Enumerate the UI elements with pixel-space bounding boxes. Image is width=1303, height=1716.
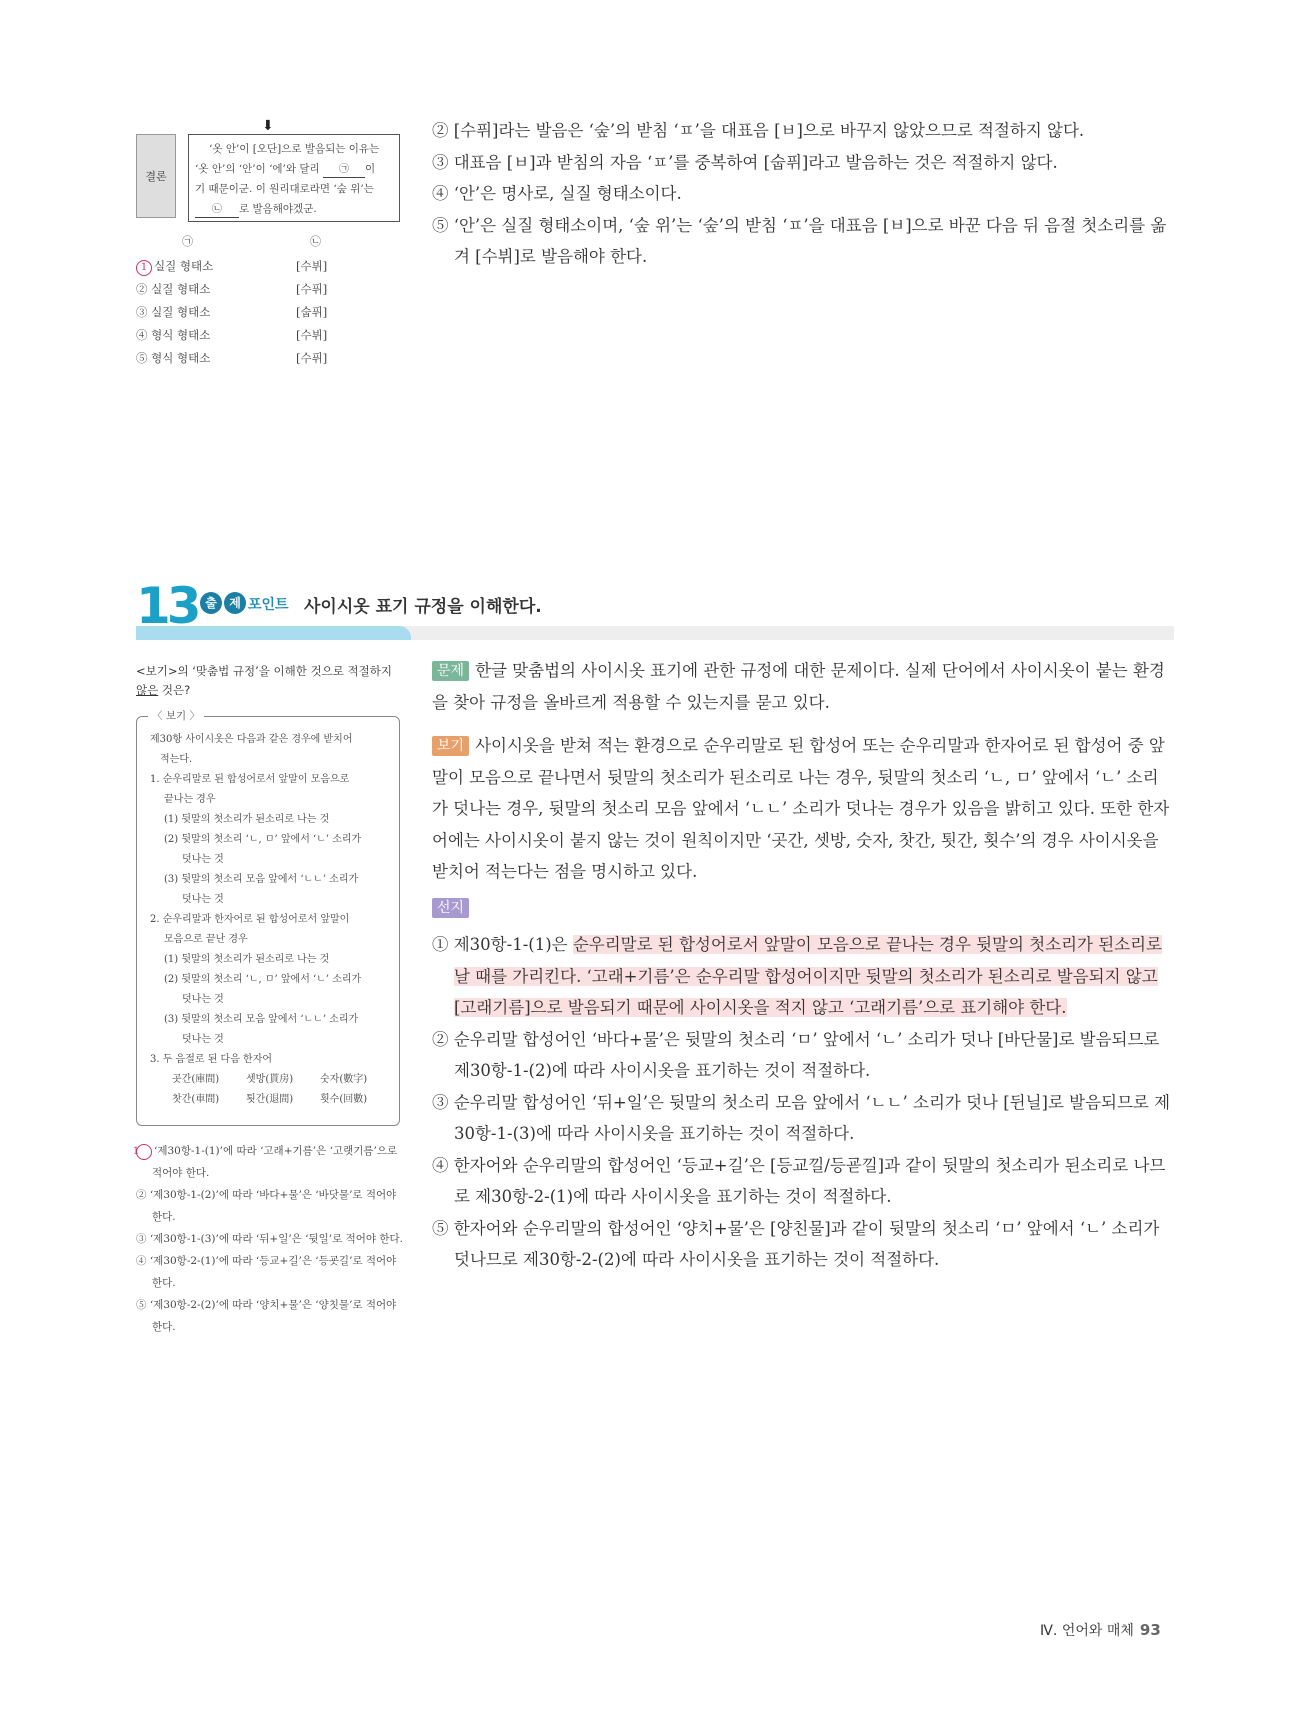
choice-value: [수퓌]	[296, 282, 328, 296]
page-number: 93	[1139, 1621, 1161, 1639]
bogi-body	[150, 730, 394, 1110]
choice-row[interactable]: ④ 형식 형태소	[136, 328, 211, 342]
highlight: 순우리말로 된 합성어로서 앞말이 모음으로 끝나는 경우 뒷말의 첫소리가 된소리로 날 때를 가리킨다. ‘고래+기름’은 순우리말 합성어이지만 뒷말의 첫소리가 된소리로 발음되지 않고 [고래기름]으로 발음되기 때문에 사이시옷을 적지 않고 ‘고래기름’으로 표기해야 한다.	[454, 935, 1162, 1017]
choice-value: [수뷔]	[296, 328, 328, 342]
explanation-item: ③ 대표음 [ㅂ]과 받침의 자음 ‘ㅍ’를 중복하여 [숩퓌]라고 발음하는 것은 적절하지 않다.	[432, 152, 1058, 172]
choice-head-b: ㉡	[310, 235, 321, 248]
bogi-section: 보기 사이시옷을 받쳐 적는 환경으로 순우리말로 된 합성어 또는 순우리말과 한자어로 된 합성어 중 앞말이 모음으로 끝나면서 뒷말의 첫소리가 된소리로 나는 경우, 뒷말의 첫소리 ‘ㄴ, ㅁ’ 앞에서 ‘ㄴ’ 소리가 덧나는 경우, 뒷말의 첫소리 모음 앞에서 ‘ㄴㄴ’ 소리가 덧나는 경우가 있음을 밝히고 있다. 또한 한자어에는 사이시옷이 붙지 않는 것이 원칙이지만 ‘곳간, 셋방, 숫자, 찻간, 툇간, 횟수’의 경우 사이시옷을 받치어 적는다는 점을 명시하고 있다.	[432, 736, 1170, 881]
bogi-line: 덧나는 것	[182, 994, 224, 1005]
conclusion-box	[188, 134, 400, 222]
bogi-line: 끝나는 경우	[164, 794, 216, 805]
bogi-line: 1. 순우리말로 된 합성어로서 앞말이 모음으로	[150, 774, 350, 785]
footer-section: Ⅳ. 언어와 매체	[1040, 1623, 1134, 1639]
badge-je: 제	[224, 592, 246, 614]
blank-a: ㉠	[323, 163, 365, 178]
bogi-line: (1) 뒷말의 첫소리가 된소리로 나는 것	[164, 814, 330, 825]
hanja-row: 찻간(車間) 툇간(退間) 횟수(回數)	[172, 1094, 368, 1105]
bogi-line: 2. 순우리말과 한자어로 된 합성어로서 앞말이	[150, 914, 350, 925]
seonji-tag: 선지	[432, 898, 469, 918]
question-text: <보기>의 ‘맞춤법 규정’을 이해한 것으로 적절하지 않은 것은?	[136, 664, 392, 697]
section-title: 사이시옷 표기 규정을 이해한다.	[304, 597, 542, 617]
bogi-line: 덧나는 것	[182, 1034, 224, 1045]
seonji-option: ③ 순우리말 합성어인 ‘뒤+일’은 뒷말의 첫소리 모음 앞에서 ‘ㄴㄴ’ 소리가 덧나 [뒨닐]로 발음되므로 제30항-1-(3)에 따라 사이시옷을 표기하는 것이 적절하다.	[432, 1092, 1171, 1143]
answer-option[interactable]: ④ ‘제30항-2-(1)’에 따라 ‘등교+길’은 ‘등굣길’로 적어야 한다.	[136, 1255, 397, 1289]
answer-option[interactable]: ⑤ ‘제30항-2-(2)’에 따라 ‘양치+물’은 ‘양칫물’로 적어야 한다.	[136, 1299, 397, 1333]
seonji-option: ② 순우리말 합성어인 ‘바다+물’은 뒷말의 첫소리 ‘ㅁ’ 앞에서 ‘ㄴ’ 소리가 덧나 [바단물]로 발음되므로 제30항-1-(2)에 따라 사이시옷을 표기하는 것이 적절하다.	[432, 1029, 1160, 1080]
conclusion-line: ㉡ 로 발음해야겠군.	[195, 199, 393, 219]
choice-row[interactable]: ③ 실질 형태소	[136, 305, 211, 319]
seonji-options	[432, 929, 1174, 1276]
explanation-item: ② [수퓌]라는 발음은 ‘숲’의 받침 ‘ㅍ’을 대표음 [ㅂ]으로 바꾸지 않았으므로 적절하지 않다.	[432, 121, 1085, 140]
conclusion-label: 결론	[136, 134, 176, 218]
munje-tag: 문제	[432, 661, 469, 681]
bogi-line: 3. 두 음절로 된 다음 한자어	[150, 1054, 273, 1065]
choice-row[interactable]: ② 실질 형태소	[136, 282, 211, 296]
top-explanations	[432, 115, 1174, 273]
choice-row[interactable]: 1 실질 형태소	[136, 258, 213, 276]
bogi-line: 제30항 사이시옷은 다음과 같은 경우에 받치어	[150, 734, 353, 745]
choice-value: [수퓌]	[296, 351, 328, 365]
choice-value: [수뷔]	[296, 259, 328, 273]
bogi-line: (1) 뒷말의 첫소리가 된소리로 나는 것	[164, 954, 330, 965]
seonji-tag-wrap	[432, 898, 475, 918]
explanation-item: ④ ‘안’은 명사로, 실질 형태소이다.	[432, 184, 682, 203]
explanation-item: ⑤ ‘안’은 실질 형태소이며, ‘숲 위’는 ‘숲’의 받침 ‘ㅍ’을 대표음 [ㅂ]으로 바꾼 다음 뒤 음절 첫소리를 옮겨 [수뷔]로 발음해야 한다.	[432, 215, 1167, 266]
page-footer	[1040, 1620, 1161, 1640]
bogi-line: (3) 뒷말의 첫소리 모음 앞에서 ‘ㄴㄴ’ 소리가	[164, 874, 359, 885]
seonji-option: ⑤ 한자어와 순우리말의 합성어인 ‘양치+물’은 [양친물]과 같이 뒷말의 첫소리 ‘ㅁ’ 앞에서 ‘ㄴ’ 소리가 덧나므로 제30항-2-(2)에 따라 사이시옷을 표기하는 것이 적절하다.	[432, 1218, 1160, 1269]
conclusion-line: ‘옷 안’의 ‘안’이 ‘에’와 달리 ㉠ 이	[195, 159, 393, 179]
answer-mark-icon: 1	[136, 1144, 152, 1160]
seonji-option: ④ 한자어와 순우리말의 합성어인 ‘등교+길’은 [등교낄/등굗낄]과 같이 뒷말의 첫소리가 된소리로 나므로 제30항-2-(1)에 따라 사이시옷을 표기하는 것이 적절하다.	[432, 1155, 1166, 1206]
bogi-line: 모음으로 끝난 경우	[164, 934, 248, 945]
choice-value: [숩퓌]	[296, 305, 328, 319]
choice-head-a: ㉠	[182, 235, 193, 248]
choice-row[interactable]: ⑤ 형식 형태소	[136, 351, 211, 365]
answer-option[interactable]: 1 ‘제30항-1-(1)’에 따라 ‘고래+기름’은 ‘고랫기름’으로 적어야 한다.	[132, 1145, 398, 1179]
down-arrow-icon: ⬇	[262, 118, 274, 134]
hanja-row: 곳간(庫間) 셋방(貰房) 숫자(數字)	[172, 1074, 368, 1085]
conclusion-line: ‘옷 안’이 [오단]으로 발음되는 이유는	[209, 143, 380, 155]
bogi-explain-tag: 보기	[432, 736, 469, 756]
badge-chul: 출	[200, 592, 222, 614]
seonji-option: ① 제30항-1-(1)은 순우리말로 된 합성어로서 앞말이 모음으로 끝나는 경우 뒷말의 첫소리가 된소리로 날 때를 가리킨다. ‘고래+기름’은 순우리말 합성어이지만 뒷말의 첫소리가 된소리로 발음되지 않고 [고래기름]으로 발음되기 때문에 사이시옷을 적지 않고 ‘고래기름’으로 표기해야 한다.	[432, 935, 1162, 1017]
answer-options	[132, 1140, 404, 1338]
point-label: 포인트	[248, 597, 289, 613]
bogi-line: (2) 뒷말의 첫소리 ‘ㄴ, ㅁ’ 앞에서 ‘ㄴ’ 소리가	[164, 834, 362, 845]
bogi-line: 덧나는 것	[182, 894, 224, 905]
bogi-line: (2) 뒷말의 첫소리 ‘ㄴ, ㅁ’ 앞에서 ‘ㄴ’ 소리가	[164, 974, 362, 985]
conclusion-line: 기 때문이군. 이 원리대로라면 ‘숲 위’는	[195, 183, 374, 195]
munje-section: 문제 한글 맞춤법의 사이시옷 표기에 관한 규정에 대한 문제이다. 실제 단어에서 사이시옷이 붙는 환경을 찾아 규정을 올바르게 적용할 수 있는지를 묻고 있다.	[432, 661, 1165, 712]
bogi-line: (3) 뒷말의 첫소리 모음 앞에서 ‘ㄴㄴ’ 소리가	[164, 1014, 359, 1025]
answer-option[interactable]: ② ‘제30항-1-(2)’에 따라 ‘바다+물’은 ‘바닷물’로 적어야 한다.	[136, 1189, 397, 1223]
bogi-line: 덧나는 것	[182, 854, 224, 865]
answer-mark-icon: 1	[136, 260, 152, 276]
blank-b: ㉡	[195, 203, 239, 218]
bogi-line: 적는다.	[160, 754, 193, 765]
answer-option[interactable]: ③ ‘제30항-1-(3)’에 따라 ‘뒤+일’은 ‘뒷일’로 적어야 한다.	[136, 1233, 403, 1245]
bogi-tag: 〈 보기 〉	[148, 708, 204, 723]
section-number: 13	[136, 577, 198, 635]
